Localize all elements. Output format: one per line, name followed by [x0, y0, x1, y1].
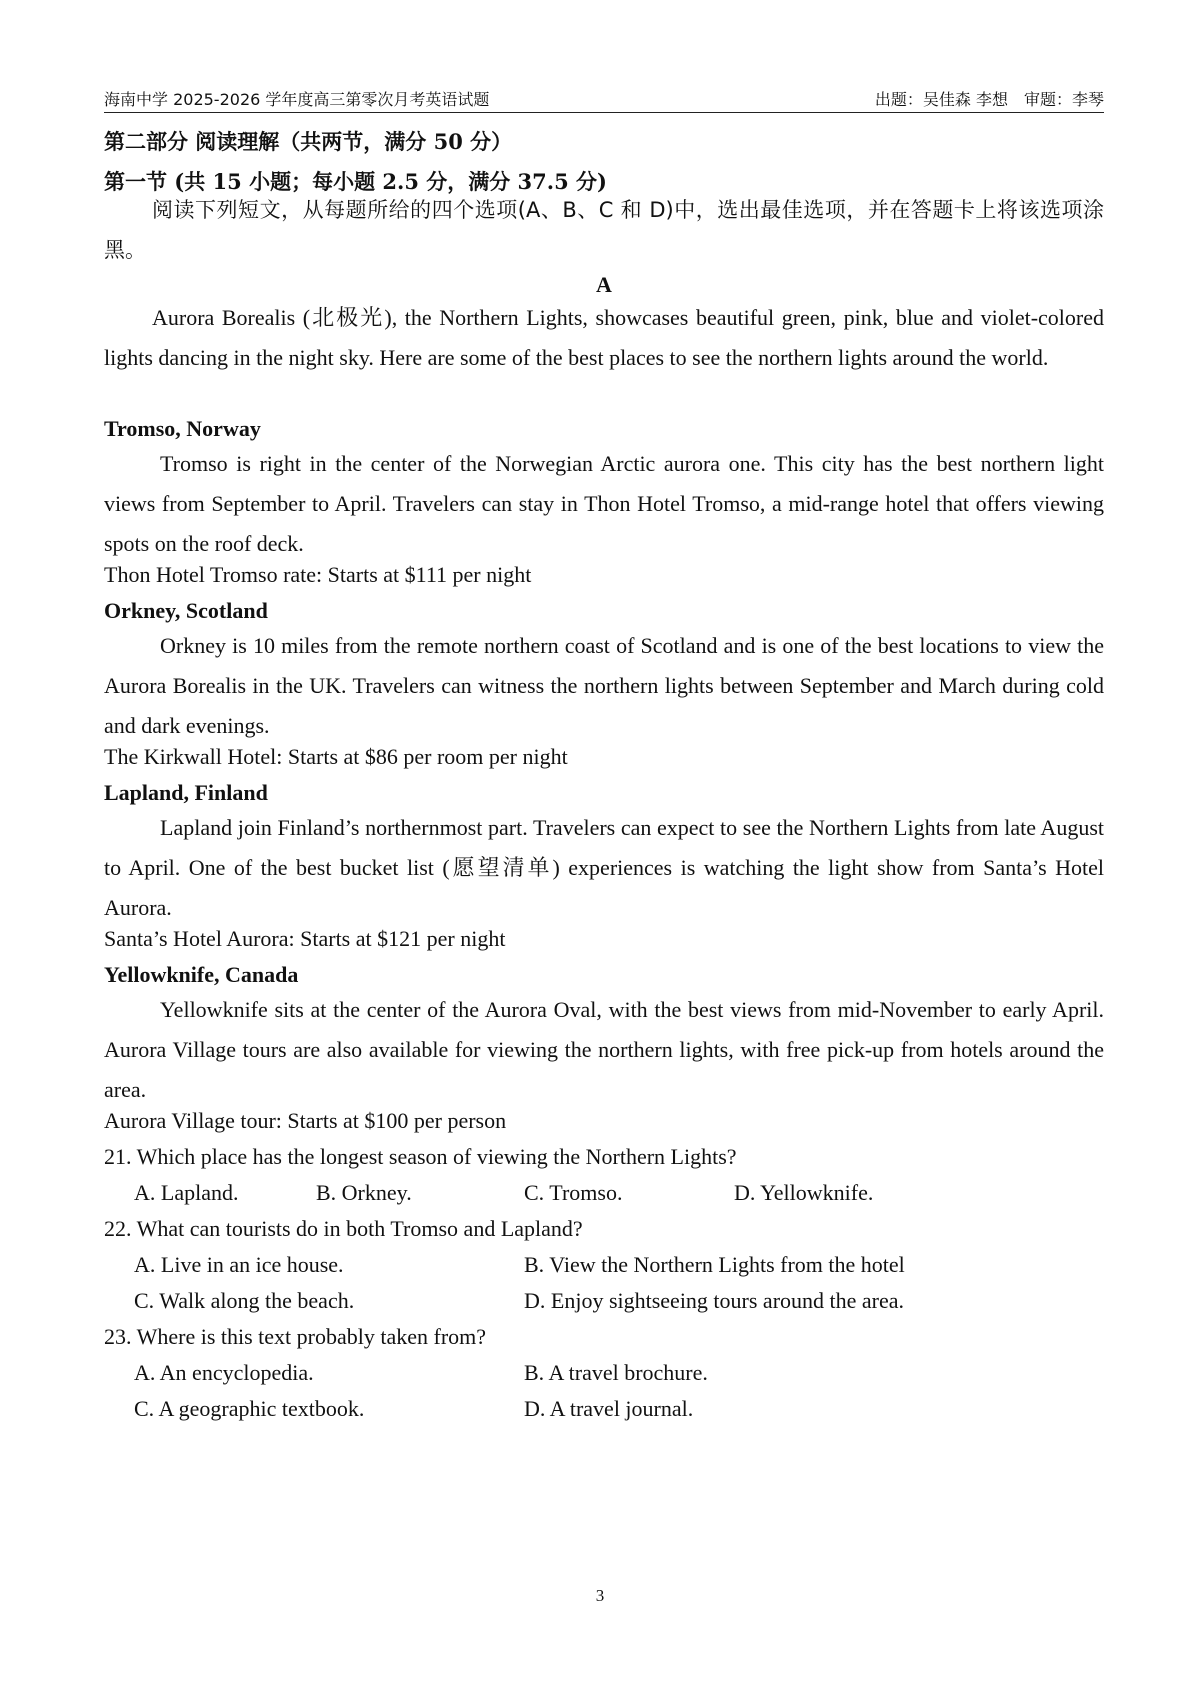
passage-label: A	[596, 272, 612, 297]
answer-option: B. A travel brochure.	[524, 1360, 708, 1385]
passage-intro: Aurora Borealis (北极光), the Northern Lights, showcases beautiful green, pink, blue and violet-colored lights dancing in the night sky. Here are some of the best places to see the northern lights around the world.	[104, 305, 1104, 370]
question-stem: 23. Where is this text probably taken from?	[104, 1324, 487, 1349]
place-rate: Aurora Village tour: Starts at $100 per person	[104, 1108, 507, 1133]
question-stem: 21. Which place has the longest season of viewing the Northern Lights?	[104, 1144, 737, 1169]
answer-option: C. Tromso.	[524, 1180, 623, 1205]
answer-option: A. Lapland.	[134, 1180, 239, 1205]
place-heading: Tromso, Norway	[104, 416, 261, 441]
place-paragraph: Orkney is 10 miles from the remote northern coast of Scotland and is one of the best locations to view the Aurora Borealis in the UK. Travelers can witness the northern lights between September and March during cold and dark evenings.	[104, 633, 1104, 738]
place-paragraph: Yellowknife sits at the center of the Aurora Oval, with the best views from mid-November to early April. Aurora Village tours are also available for viewing the northern lights, with free pick-up from hotels around the area.	[104, 997, 1104, 1102]
place-rate: Thon Hotel Tromso rate: Starts at $111 per night	[104, 562, 532, 587]
place-paragraph: Tromso is right in the center of the Norwegian Arctic aurora one. This city has the best northern light views from September to April. Travelers can stay in Thon Hotel Tromso, a mid-range hotel that offers viewing spots on the roof deck.	[104, 451, 1104, 556]
page-number: 3	[595, 1586, 605, 1605]
answer-option: D. Yellowknife.	[734, 1180, 874, 1205]
instruction: 阅读下列短文，从每题所给的四个选项(A、B、C 和 D)中，选出最佳选项，并在答题卡上将该选项涂黑。	[104, 198, 1104, 262]
place-heading: Orkney, Scotland	[104, 598, 268, 623]
answer-option: B. View the Northern Lights from the hotel	[524, 1252, 905, 1277]
place-heading: Yellowknife, Canada	[104, 962, 299, 987]
answer-option: A. Live in an ice house.	[134, 1252, 344, 1277]
answer-option: A. An encyclopedia.	[134, 1360, 314, 1385]
section-subtitle: 第一节 (共 15 小题；每小题 2.5 分，满分 37.5 分)	[104, 169, 607, 194]
place-paragraph: Lapland join Finland’s northernmost part. Travelers can expect to see the Northern Lights from late August to April. One of the best bucket list (愿望清单) experiences is watching the light show from Santa’s Hotel Aurora.	[104, 815, 1104, 920]
exam-authors: 出题：吴佳森 李想 审题：李琴	[874, 90, 1104, 109]
page-header	[104, 84, 1104, 113]
place-rate: The Kirkwall Hotel: Starts at $86 per room per night	[104, 744, 568, 769]
answer-option: C. A geographic textbook.	[134, 1396, 365, 1421]
exam-title: 海南中学 2025-2026 学年度高三第零次月考英语试题	[104, 90, 490, 109]
answer-option: C. Walk along the beach.	[134, 1288, 355, 1313]
answer-option: D. A travel journal.	[524, 1396, 694, 1421]
part-title: 第二部分 阅读理解（共两节，满分 50 分）	[104, 129, 513, 154]
answer-option: D. Enjoy sightseeing tours around the area.	[524, 1288, 905, 1313]
place-rate: Santa’s Hotel Aurora: Starts at $121 per night	[104, 926, 506, 951]
question-stem: 22. What can tourists do in both Tromso and Lapland?	[104, 1216, 583, 1241]
answer-option: B. Orkney.	[316, 1180, 412, 1205]
place-heading: Lapland, Finland	[104, 780, 268, 805]
